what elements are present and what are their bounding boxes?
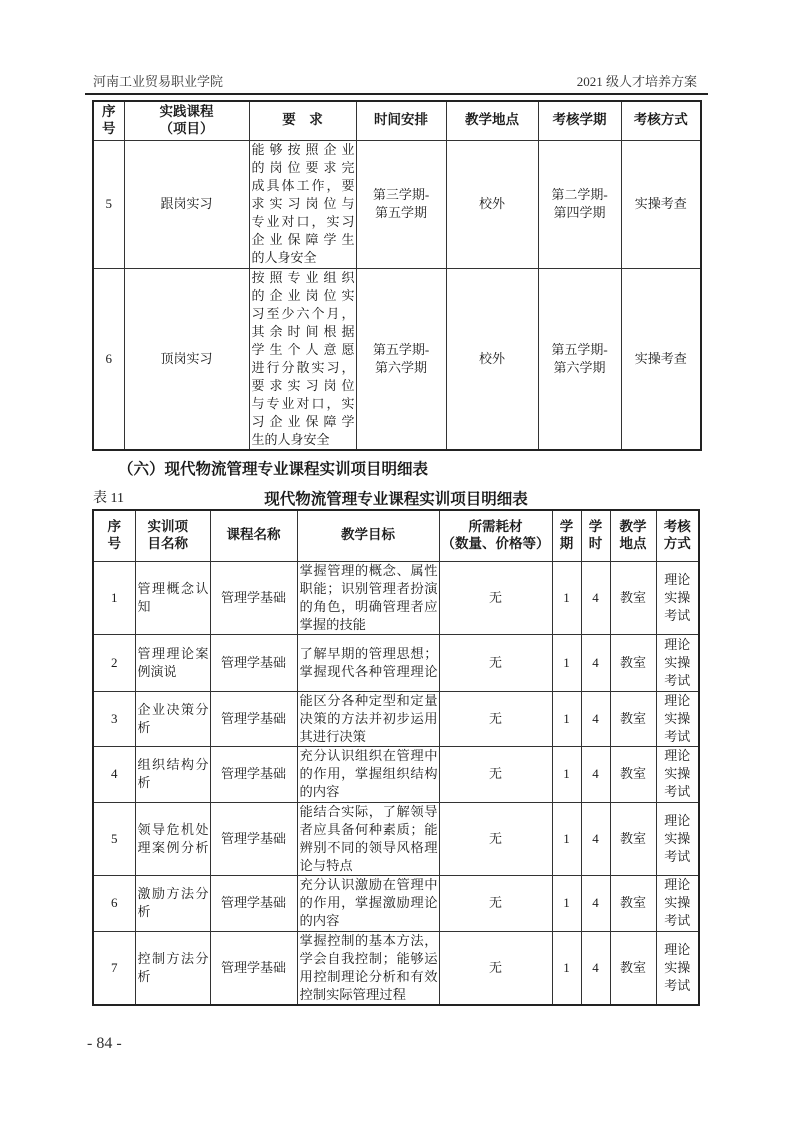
cell-no: 5 <box>93 802 135 875</box>
cell-assessment: 理论 实操 考试 <box>656 875 699 931</box>
table-title: 现代物流管理专业课程实训项目明细表 <box>264 490 528 508</box>
header-assessment: 考核 方式 <box>656 510 699 561</box>
cell-term: 1 <box>552 931 581 1005</box>
cell-place: 教室 <box>610 931 656 1005</box>
cell-teaching-goal: 掌握控制的基本方法， 学会自我控制；能够运 用控制理论分析和有效 控制实际管理过程 <box>297 931 439 1005</box>
header-no: 序 号 <box>93 101 124 140</box>
cell-schedule: 第五学期- 第六学期 <box>356 268 446 450</box>
cell-no: 6 <box>93 268 124 450</box>
cell-materials: 无 <box>439 931 552 1005</box>
practice-course-table <box>92 100 702 451</box>
cell-term: 1 <box>552 802 581 875</box>
cell-hours: 4 <box>581 802 610 875</box>
table-row <box>93 268 701 450</box>
cell-materials: 无 <box>439 746 552 802</box>
cell-course-name: 管理学基础 <box>210 802 297 875</box>
cell-hours: 4 <box>581 634 610 691</box>
cell-exam-method: 实操考查 <box>621 268 701 450</box>
running-header-school: 河南工业贸易职业学院 <box>93 74 224 89</box>
cell-location: 校外 <box>446 268 538 450</box>
cell-schedule: 第三学期- 第五学期 <box>356 140 446 268</box>
cell-requirement: 按照专业组织 的企业岗位实 习至少六个月， 其余时间根据 学生个人意愿 进行分散实习， 要求实习岗位 与专业对口，实 习企业保障学 生的人身安全 <box>249 268 356 450</box>
cell-place: 教室 <box>610 875 656 931</box>
header-course-name: 课程名称 <box>210 510 297 561</box>
table-row <box>93 802 699 875</box>
cell-assessment: 理论 实操 考试 <box>656 931 699 1005</box>
cell-location: 校外 <box>446 140 538 268</box>
cell-no: 2 <box>93 634 135 691</box>
header-hours: 学 时 <box>581 510 610 561</box>
cell-materials: 无 <box>439 802 552 875</box>
cell-course: 顶岗实习 <box>124 268 249 450</box>
header-materials: 所需耗材 （数量、价格等） <box>439 510 552 561</box>
cell-no: 3 <box>93 691 135 746</box>
table-row <box>93 691 699 746</box>
cell-teaching-goal: 掌握管理的概念、属性 职能；识别管理者扮演 的角色，明确管理者应 掌握的技能 <box>297 561 439 634</box>
cell-no: 7 <box>93 931 135 1005</box>
cell-teaching-goal: 充分认识组织在管理中 的作用，掌握组织结构 的内容 <box>297 746 439 802</box>
table-header-row <box>93 101 701 140</box>
cell-hours: 4 <box>581 746 610 802</box>
training-project-table <box>92 509 700 1006</box>
header-exam-method: 考核方式 <box>621 101 701 140</box>
cell-course-name: 管理学基础 <box>210 634 297 691</box>
cell-assessment: 理论 实操 考试 <box>656 691 699 746</box>
cell-assessment: 理论 实操 考试 <box>656 561 699 634</box>
cell-no: 4 <box>93 746 135 802</box>
table-header-row <box>93 510 699 561</box>
header-place: 教学 地点 <box>610 510 656 561</box>
header-location: 教学地点 <box>446 101 538 140</box>
cell-materials: 无 <box>439 634 552 691</box>
cell-assessment: 理论 实操 考试 <box>656 746 699 802</box>
header-no: 序 号 <box>93 510 135 561</box>
cell-place: 教室 <box>610 691 656 746</box>
cell-teaching-goal: 能区分各种定型和定量 决策的方法并初步运用 其进行决策 <box>297 691 439 746</box>
header-exam-term: 考核学期 <box>538 101 621 140</box>
cell-exam-method: 实操考查 <box>621 140 701 268</box>
running-header-plan: 2021 级人才培养方案 <box>576 74 697 89</box>
header-term: 学 期 <box>552 510 581 561</box>
cell-materials: 无 <box>439 691 552 746</box>
cell-course-name: 管理学基础 <box>210 746 297 802</box>
cell-term: 1 <box>552 746 581 802</box>
cell-materials: 无 <box>439 561 552 634</box>
cell-course: 跟岗实习 <box>124 140 249 268</box>
table-label: 表 11 <box>93 491 124 506</box>
header-requirement: 要 求 <box>249 101 356 140</box>
cell-no: 6 <box>93 875 135 931</box>
page-number: - 84 - <box>87 1035 122 1052</box>
cell-exam-term: 第二学期- 第四学期 <box>538 140 621 268</box>
header-rule <box>85 93 708 95</box>
header-course: 实践课程 （项目） <box>124 101 249 140</box>
cell-term: 1 <box>552 634 581 691</box>
cell-project-name: 领导危机处 理案例分析 <box>135 802 210 875</box>
cell-teaching-goal: 充分认识激励在管理中 的作用，掌握激励理论 的内容 <box>297 875 439 931</box>
cell-course-name: 管理学基础 <box>210 561 297 634</box>
cell-project-name: 企业决策分 析 <box>135 691 210 746</box>
header-project-name: 实训项 目名称 <box>135 510 210 561</box>
cell-teaching-goal: 能结合实际，了解领导 者应具备何种素质；能 辨别不同的领导风格理 论与特点 <box>297 802 439 875</box>
cell-exam-term: 第五学期- 第六学期 <box>538 268 621 450</box>
cell-no: 5 <box>93 140 124 268</box>
table-row <box>93 875 699 931</box>
cell-place: 教室 <box>610 634 656 691</box>
cell-teaching-goal: 了解早期的管理思想； 掌握现代各种管理理论 <box>297 634 439 691</box>
cell-place: 教室 <box>610 802 656 875</box>
section-heading: （六）现代物流管理专业课程实训项目明细表 <box>118 460 429 478</box>
cell-term: 1 <box>552 875 581 931</box>
cell-assessment: 理论 实操 考试 <box>656 802 699 875</box>
cell-assessment: 理论 实操 考试 <box>656 634 699 691</box>
cell-term: 1 <box>552 691 581 746</box>
cell-hours: 4 <box>581 561 610 634</box>
cell-place: 教室 <box>610 746 656 802</box>
cell-project-name: 管理理论案 例演说 <box>135 634 210 691</box>
header-schedule: 时间安排 <box>356 101 446 140</box>
cell-project-name: 管理概念认 知 <box>135 561 210 634</box>
cell-course-name: 管理学基础 <box>210 931 297 1005</box>
cell-course-name: 管理学基础 <box>210 691 297 746</box>
header-teaching-goal: 教学目标 <box>297 510 439 561</box>
table-row <box>93 634 699 691</box>
cell-project-name: 控制方法分 析 <box>135 931 210 1005</box>
cell-course-name: 管理学基础 <box>210 875 297 931</box>
table-row <box>93 561 699 634</box>
cell-term: 1 <box>552 561 581 634</box>
table-row <box>93 931 699 1005</box>
cell-hours: 4 <box>581 931 610 1005</box>
table-row <box>93 746 699 802</box>
cell-place: 教室 <box>610 561 656 634</box>
table-row <box>93 140 701 268</box>
cell-no: 1 <box>93 561 135 634</box>
cell-requirement: 能够按照企业 的岗位要求完 成具体工作，要 求实习岗位与 专业对口，实习 企业保障学生 的人身安全 <box>249 140 356 268</box>
cell-project-name: 激励方法分 析 <box>135 875 210 931</box>
cell-hours: 4 <box>581 875 610 931</box>
cell-materials: 无 <box>439 875 552 931</box>
cell-project-name: 组织结构分 析 <box>135 746 210 802</box>
cell-hours: 4 <box>581 691 610 746</box>
